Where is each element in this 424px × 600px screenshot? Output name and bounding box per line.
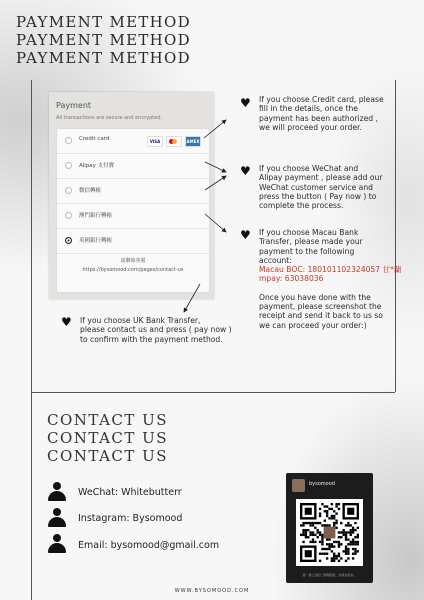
website-url[interactable]: WWW.BYSOMOOD.COM <box>174 588 250 594</box>
heart-icon: ♥ <box>240 96 251 110</box>
person-icon <box>47 534 67 554</box>
contact-instagram: Instagram: Bysomood <box>78 513 183 524</box>
contact-title-repeat: CONTACT US <box>47 429 169 447</box>
page-title-repeat: PAYMENT METHOD <box>16 49 191 67</box>
wechat-qr-card <box>286 473 373 583</box>
visa-icon: VISA <box>147 136 163 147</box>
person-icon <box>47 508 67 528</box>
contact-title: CONTACT US <box>47 411 169 429</box>
contact-email[interactable]: Email: bysomood@gmail.com <box>78 540 220 551</box>
payment-subtitle: All transactions are secure and encrypted. <box>56 115 163 121</box>
heart-icon: ♥ <box>61 315 72 329</box>
qr-code-icon <box>296 499 363 566</box>
heart-icon: ♥ <box>240 228 251 242</box>
contact-support-label: 請聯絡客服 <box>120 258 146 264</box>
arrow-credit-card <box>204 120 226 138</box>
arrow-wechat <box>205 176 226 190</box>
note-macau-bank: If you choose Macau Bank Transfer, please made your payment to the following account: Macau BOC: 180101102324057 甘*蘭 mpay: 63038036 Once you have done with the payment, please screenshot the receipt and send it back to us so we can proceed your order:) <box>259 228 402 330</box>
note-credit-card: If you choose Credit card, please fill in the details, once the payment has been authorized , we will proceed your order. <box>259 95 384 132</box>
heart-icon: ♥ <box>240 164 251 178</box>
macau-account: Macau BOC: 180101102324057 甘*蘭 <box>259 265 402 275</box>
option-label: 英國銀行轉帳 <box>79 238 113 244</box>
person-icon <box>47 482 67 502</box>
qr-caption: 掃一掃上面的二維碼圖案，加我為朋友。 <box>302 573 357 577</box>
arrow-alipay <box>205 162 226 172</box>
note-wechat-alipay: If you choose WeChat and Alipay payment , please add our WeChat customer service and press the button ( Pay now ) to complete the process. <box>259 164 383 211</box>
payment-heading: Payment <box>56 101 92 110</box>
mpay-account: mpay: 63038036 <box>259 274 324 284</box>
avatar <box>292 479 305 492</box>
contact-support-link[interactable]: https://bysomood.com/pages/contact-us <box>82 267 184 273</box>
contact-wechat: WeChat: Whitebutterr <box>78 487 182 498</box>
option-label: 澳門銀行轉帳 <box>79 213 113 219</box>
amex-icon: AMEX <box>185 136 201 147</box>
contact-title-repeat: CONTACT US <box>47 447 169 465</box>
page-title-repeat: PAYMENT METHOD <box>16 31 191 49</box>
note-uk-bank: If you choose UK Bank Transfer, please contact us and press ( pay now ) to confirm with the payment method. <box>80 316 232 344</box>
arrow-macau-bank <box>205 214 226 232</box>
option-label: Alipay 支付寶 <box>79 163 115 169</box>
qr-account-name: bysomood <box>309 481 335 487</box>
option-label: Credit card <box>79 136 110 142</box>
page-title: PAYMENT METHOD <box>16 13 191 31</box>
arrow-uk-bank <box>184 284 200 312</box>
option-label: 微信轉帳 <box>79 188 102 194</box>
